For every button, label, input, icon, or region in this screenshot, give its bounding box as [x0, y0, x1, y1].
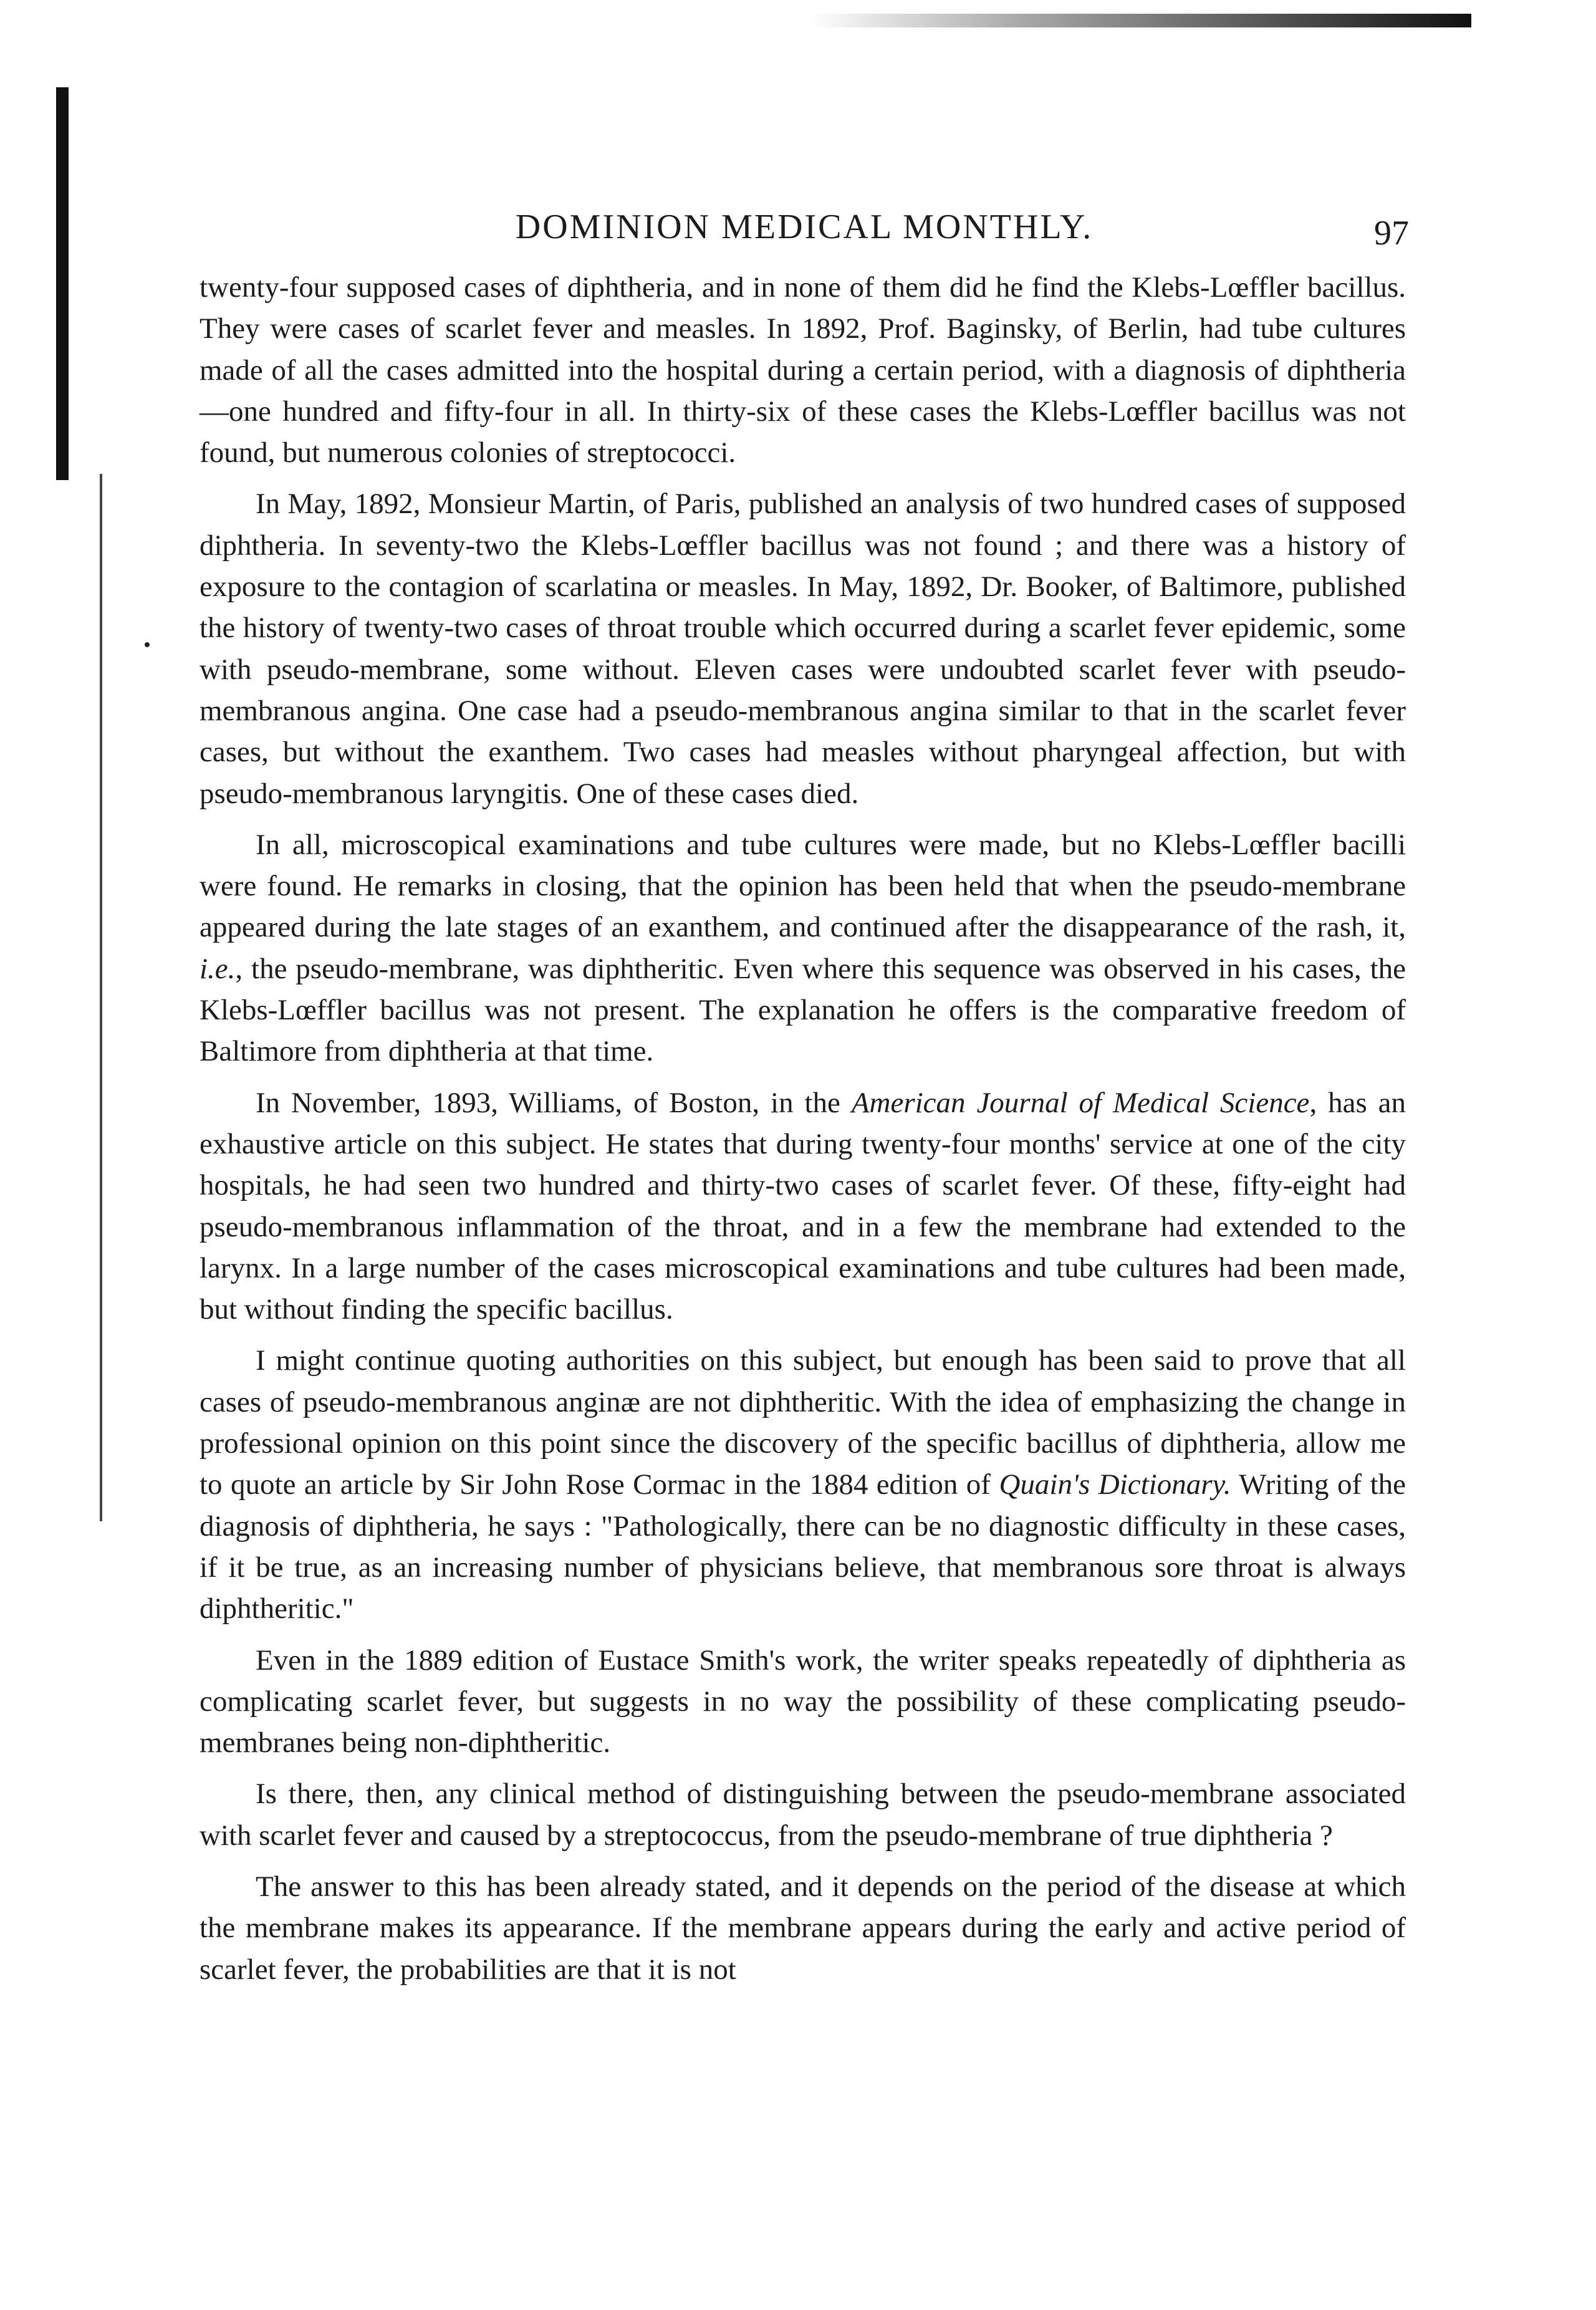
- paragraph-4: [200, 1082, 1406, 1331]
- paragraph-6: [200, 1640, 1406, 1764]
- paragraph-1: [200, 267, 1406, 473]
- italic-book-title: Quain's Dictionary.: [999, 1468, 1231, 1501]
- paragraph-text: Is there, then, any clinical method of distinguishing between the pseudo-membrane associated with scarlet fever and caused by a streptococcus, from the pseudo-membrane of true diphtheria ?: [200, 1778, 1406, 1852]
- paragraph-text-continued: , the pseudo-membrane, was diphtheritic. Even where this sequence was observed in his cases, the Klebs-Lœffler bacillus was not present. The explanation he offers is the comparative freedom of Baltimore from diphtheria at that time.: [200, 952, 1406, 1068]
- paragraph-2: [200, 483, 1406, 814]
- paragraph-text: The answer to this has been already stated, and it depends on the period of the disease at which the membrane makes its appearance. If the membrane appears during the early and active period of scarlet fever, the probabilities are that it is not: [200, 1870, 1406, 1986]
- journal-title: DOMINION MEDICAL MONTHLY.: [515, 208, 1094, 246]
- paragraph-text: Even in the 1889 edition of Eustace Smith's work, the writer speaks repeatedly of diphtheria as complicating scarlet fever, but suggests in no way the possibility of these complicating pseudo-membranes being non-diphtheritic.: [200, 1643, 1406, 1759]
- paragraph-text: twenty-four supposed cases of diphtheria, and in none of them did he find the Klebs-Lœffler bacillus. They were cases of scarlet fever and measles. In 1892, Prof. Baginsky, of Berlin, had tube cultures made of all the cases admitted into the hospital during a certain period, with a diagnosis of diphtheria—one hundred and fifty-four in all. In thirty-six of these cases the Klebs-Lœffler bacillus was not found, but numerous colonies of streptococci.: [200, 271, 1406, 469]
- scan-edge-streak: [810, 14, 1471, 27]
- binding-shadow-thin: [100, 474, 102, 1521]
- paragraph-text-continued: , has an exhaustive article on this subject. He states that during twenty-four months' service at one of the city hospitals, he had seen two hundred and thirty-two cases of scarlet fever. Of these, fifty-eight had pseudo-membranous inflammation of the throat, and in a few the membrane had extended to the larynx. In a large number of the cases microscopical examinations and tube cultures had been made, but without finding the specific bacillus.: [200, 1086, 1406, 1326]
- paragraph-7: [200, 1773, 1406, 1856]
- paragraph-8: [200, 1866, 1406, 1990]
- paragraph-text-continued: Writing of the diagnosis of diphtheria, he says : "Pathologically, there can be no diagnostic difficulty in these cases, if it be true, as an increasing number of physicians believe, that membranous sore throat is always diphtheritic.": [200, 1468, 1406, 1625]
- italic-journal-name: American Journal of Medical Science: [851, 1086, 1310, 1119]
- paragraph-text: In May, 1892, Monsieur Martin, of Paris, published an analysis of two hundred cases of supposed diphtheria. In seventy-two the Klebs-Lœffler bacillus was not found ; and there was a history of exposure to the contagion of scarlatina or measles. In May, 1892, Dr. Booker, of Baltimore, published the history of twenty-two cases of throat trouble which occurred during a scarlet fever epidemic, some with pseudo-membrane, some without. Eleven cases were undoubted scarlet fever with pseudo-membranous angina. One case had a pseudo-membranous angina similar to that in the scarlet fever cases, but without the exanthem. Two cases had measles without pharyngeal affection, but with pseudo-membranous laryngitis. One of these cases died.: [200, 488, 1406, 810]
- paragraph-5: [200, 1340, 1406, 1629]
- paragraph-text: In all, microscopical examinations and tube cultures were made, but no Klebs-Lœffler bacilli were found. He remarks in closing, that the opinion has been held that when the pseudo-membrane appeared during the late stages of an exanthem, and continued after the disappearance of the rash, it,: [200, 828, 1406, 944]
- paragraph-3: [200, 824, 1406, 1072]
- page-number: 97: [1374, 214, 1409, 253]
- binding-shadow: [56, 87, 69, 480]
- running-head: [200, 195, 1409, 251]
- paragraph-text: I might continue quoting authorities on this subject, but enough has been said to prove that all cases of pseudo-membranous anginæ are not diphtheritic. With the idea of emphasizing the change in professional opinion on this point since the discovery of the specific bacillus of diphtheria, allow me to quote an article by Sir John Rose Cormac in the 1884 edition of: [200, 1344, 1406, 1501]
- article-body: [200, 267, 1406, 2000]
- paragraph-text: In November, 1893, Williams, of Boston, in the: [256, 1086, 852, 1119]
- italic-abbreviation: i.e.: [200, 952, 236, 985]
- margin-speck: [145, 642, 150, 647]
